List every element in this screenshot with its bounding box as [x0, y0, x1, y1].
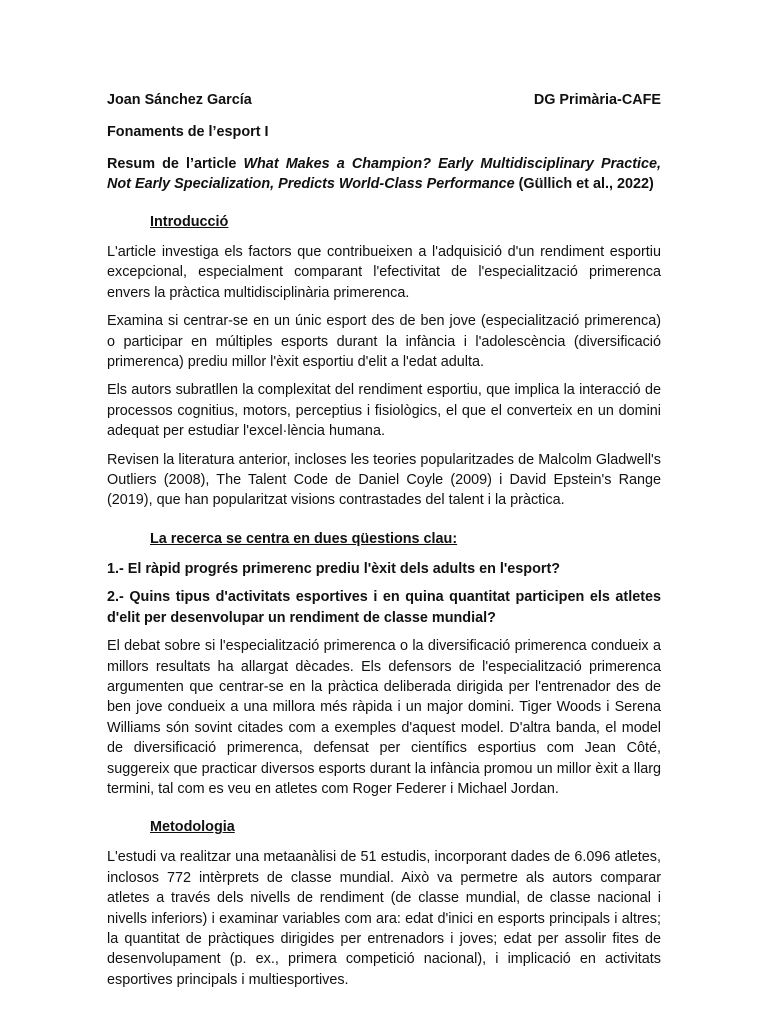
intro-paragraph-2: Examina si centrar-se en un únic esport des de ben jove (especialització primerenca) o participar en múltiples esports durant la infància i l'adolescència (diversificació primerenca) prediu millor l'èxit esportiu d'elit a l'edat adulta.	[107, 313, 661, 371]
article-summary-line	[107, 154, 661, 194]
research-paragraph: El debat sobre si l'especialització primerenca o la diversificació primerenca condueix a millors resultats ha allargat dècades. Els defensors de l'especialització primerenca argumenten que centrar-se en la pràctica deliberada dirigida per l'entrenador des de ben jove condueix a una millora més ràpida i un major domini. Tiger Woods i Serena Williams són sovint citades com a exemples d'aquest model. D'altra banda, el model de diversificació primerenca, defensat per científics esportius com Jean Côté, suggereix que practicar diversos esports durant la infància promou un millor èxit a llarg termini, tal com es veu en atletes com Roger Federer i Michael Jordan.	[107, 638, 661, 797]
intro-paragraph-3: Els autors subratllen la complexitat del rendiment esportiu, que implica la interacció de processos cognitius, motors, perceptius i fisiològics, el que el converteix en un domini adequat per estudiar l'excel·lència humana.	[107, 382, 661, 440]
subject-title: Fonaments de l’esport I	[107, 124, 269, 140]
research-question-2: 2.- Quins tipus d'activitats esportives i en quina quantitat participen els atletes d'elit per desenvolupar un rendiment de classe mundial?	[107, 589, 661, 626]
article-citation: (Güllich et al., 2022)	[514, 176, 654, 192]
method-paragraph: L'estudi va realitzar una metaanàlisi de 51 estudis, incorporant dades de 6.096 atletes, inclosos 772 intèrprets de classe mundial. Això va permetre als autors comparar atletes a través dels nivells de rendiment (de classe mundial, de classe nacional i nivells inferiors) i examinar variables com ara: edat d'inici en esports principals i altres; la quantitat de pràctiques dirigides per entrenadors i joves; edat per assolir fites de desenvolupament (p. ex., primera competició nacional), i implicació en activitats esportives principals i multiesportives.	[107, 849, 661, 988]
intro-paragraph-1: L'article investiga els factors que contribueixen a l'adquisició d'un rendiment esportiu excepcional, especialment comparant l'efectivitat de l'especialització primerenca envers la pràctica multidisciplinària primerenca.	[107, 244, 661, 301]
method-heading: Metodologia	[150, 819, 235, 836]
summary-prefix: Resum de l’article	[107, 156, 244, 172]
article-title: What Makes a Champion? Early Multidisciplinary Practice, Not Early Specialization, Predicts World-Class Performance	[107, 156, 662, 192]
document-header	[107, 90, 661, 110]
intro-heading: Introducció	[150, 214, 229, 230]
research-question-1: 1.- El ràpid progrés primerenc prediu l'èxit dels adults en l'esport?	[107, 560, 561, 577]
author-name: Joan Sánchez García	[107, 92, 252, 108]
course-name: DG Primària-CAFE	[533, 92, 661, 108]
intro-paragraph-4: Revisen la literatura anterior, incloses les teories popularitzades de Malcolm Gladwell's Outliers (2008), The Talent Code de Daniel Coyle (2009) i David Epstein's Range (2019), que han popularitzat visions contrastades del talent i la pràctica.	[107, 451, 661, 509]
research-heading: La recerca se centra en dues qüestions clau:	[150, 530, 458, 547]
